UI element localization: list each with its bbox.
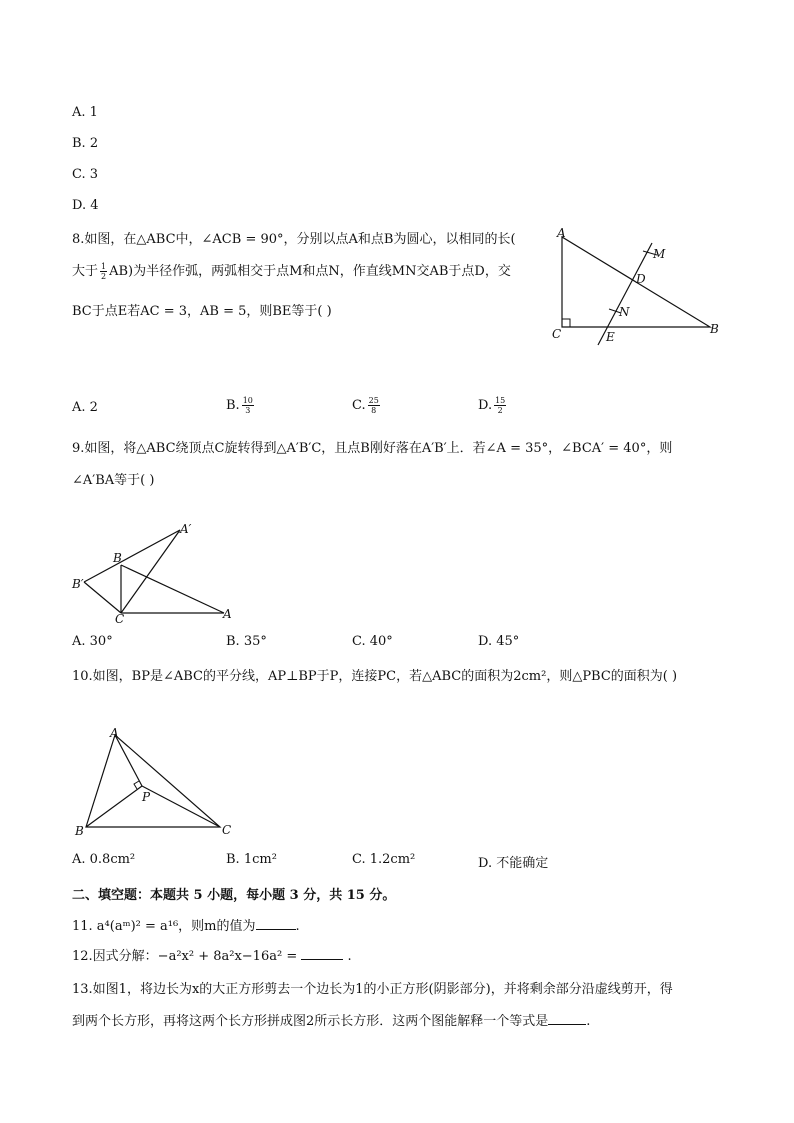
q10-option-c: C. 1.2cm² (352, 852, 416, 867)
segment-bp (86, 786, 142, 827)
q8-stem-line3: BC于点E若AC = 3，AB = 5，则BE等于( ) (72, 304, 332, 319)
q11-tail: . (295, 919, 300, 934)
label-e: E (606, 330, 615, 344)
q9-stem-line1: 9.如图，将△ABC绕顶点C旋转得到△A′B′C，且点B刚好落在A′B′上．若∠A = 35°，∠BCA′ = 40°，则 (72, 441, 673, 456)
q9-stem-line2: ∠A′BA等于( ) (72, 473, 155, 488)
label-a-prime: A′ (180, 522, 192, 536)
label-b-prime: B′ (72, 577, 84, 591)
fraction-numerator: 15 (495, 396, 506, 405)
fraction-denominator: 2 (497, 406, 503, 415)
q12-text: 12.因式分解：−a²x² + 8a²x−16a² = (72, 949, 298, 964)
label-n: N (619, 305, 630, 319)
label-a: A (557, 226, 566, 240)
q10-stem: 10.如图，BP是∠ABC的平分线，AP⊥BP于P，连接PC，若△ABC的面积为2cm²，则△PBC的面积为( ) (72, 669, 678, 684)
fraction-numerator: 1 (101, 262, 107, 271)
q9-option-c: C. 40° (352, 634, 393, 649)
q10-option-d: D. 不能确定 (478, 856, 549, 871)
q9-option-d: D. 45° (478, 634, 520, 649)
q7-option-a: A. 1 (72, 105, 98, 120)
q12-stem (72, 945, 352, 964)
q13-stem-line1: 13.如图1，将边长为x的大正方形剪去一个边长为1的小正方形(阴影部分)，并将剩余部分沿虚线剪开，得 (72, 982, 673, 997)
label-a: A (223, 607, 232, 621)
section2-heading: 二、填空题：本题共 5 小题，每小题 3 分，共 15 分。 (72, 888, 396, 903)
q12-tail: . (347, 949, 352, 964)
q10-option-a: A. 0.8cm² (72, 852, 136, 867)
fraction-numerator: 10 (242, 396, 253, 405)
q8-option-a: A. 2 (72, 400, 98, 415)
right-angle-mark (562, 319, 570, 327)
q8-option-c (352, 396, 382, 415)
segment-b1c (84, 582, 121, 613)
q13-line2-text: 到两个长方形，再将这两个长方形拼成图2所示长方形．这两个图能解释一个等式是 (72, 1014, 549, 1029)
q8-stem-line1: 8.如图，在△ABC中，∠ACB = 90°，分别以点A和点B为圆心，以相同的长( (72, 232, 516, 247)
label-b: B (710, 322, 719, 336)
q7-option-b: B. 2 (72, 136, 99, 151)
q8-option-d (478, 396, 508, 415)
triangle-abc (86, 735, 220, 827)
label-c: C (115, 612, 125, 626)
q8-line2-suffix: AB)为半径作弧，两弧相交于点M和点N，作直线MN交AB于点D，交 (109, 264, 511, 279)
fraction-numerator: 25 (368, 396, 379, 405)
option-label: D. (478, 398, 493, 413)
segment-ap (115, 735, 142, 786)
q13-tail: . (586, 1014, 591, 1029)
label-b: B (113, 551, 122, 565)
q13-stem-line2 (72, 1010, 590, 1029)
option-label: C. (352, 398, 366, 413)
q10-bisector-figure (70, 725, 240, 840)
q9-option-a: A. 30° (72, 634, 113, 649)
q10-option-b: B. 1cm² (226, 852, 277, 867)
q7-option-d: D. 4 (72, 198, 99, 213)
answer-blank (301, 947, 343, 960)
answer-blank (548, 1012, 586, 1025)
fraction-denominator: 2 (101, 272, 107, 281)
q8-option-b (226, 396, 256, 415)
segment-b1a1 (84, 530, 180, 582)
segment-ba (121, 565, 224, 613)
right-angle-mark (134, 781, 139, 789)
segment-ca1 (121, 530, 180, 613)
fraction-denominator: 8 (371, 406, 377, 415)
label-m: M (653, 247, 666, 261)
fraction-denominator: 3 (245, 406, 251, 415)
label-p: P (142, 790, 151, 804)
q9-option-b: B. 35° (226, 634, 267, 649)
q9-rotation-figure (68, 520, 248, 630)
label-c: C (222, 823, 232, 837)
q8-line2-prefix: 大于 (72, 264, 99, 279)
label-d: D (636, 272, 646, 286)
q8-triangle-figure (545, 225, 730, 350)
q8-half-fraction (100, 262, 107, 281)
option-label: B. (226, 398, 240, 413)
q8-stem-line2 (72, 260, 511, 281)
q11-stem (72, 915, 300, 934)
label-a: A (110, 726, 119, 740)
label-b: B (75, 824, 84, 838)
q7-option-c: C. 3 (72, 167, 99, 182)
answer-blank (256, 917, 296, 930)
q11-text: 11. a⁴(aᵐ)² = a¹⁶，则m的值为 (72, 919, 256, 934)
label-c: C (552, 327, 562, 341)
